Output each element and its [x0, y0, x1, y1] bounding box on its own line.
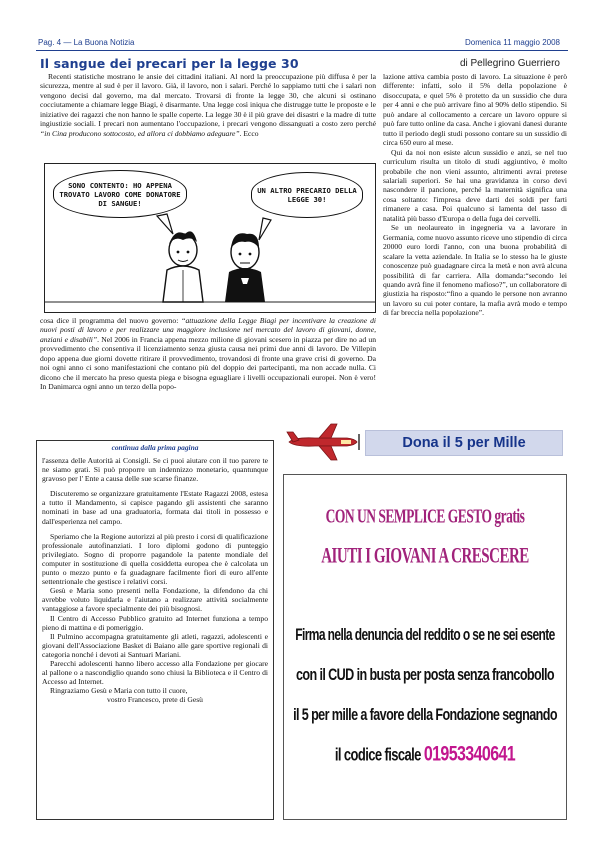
speech-bubble-right: UN ALTRO PRECARIO DELLA LEGGE 30! — [251, 172, 363, 218]
ad-instructions-line-4 — [288, 743, 562, 767]
box-paragraph: Ringraziamo Gesù e Maria con tutto il cuore, — [50, 686, 188, 696]
dona-5-per-mille-label: Dona il 5 per Mille — [365, 430, 563, 456]
ad-slogan-line-2: AIUTI I GIOVANI A CRESCERE — [321, 545, 529, 569]
box-paragraph: Il Centro di Accesso Pubblico gratuito ad Internet funziona a tempo pieno di mattina e di pomeriggio. — [42, 613, 268, 632]
header-rule — [36, 50, 568, 51]
article-right-column — [383, 72, 567, 318]
ad-instructions-line-3: il 5 per mille a favore della Fondazione segnando — [293, 705, 557, 724]
article-intro — [40, 72, 376, 138]
character-right — [225, 233, 265, 302]
box-paragraph: Discuteremo se organizzare gratuitamente l'Estate Ragazzi 2008, estesa a tutto il Mandamento, si capisce pagando gli assistenti che saranno nominati in base ad una graduatoria, formata dai titoli in possesso e dall'esperienza nel campo. — [42, 489, 268, 526]
middle-start: cosa dice il programma del nuovo governo: — [40, 316, 182, 325]
right-paragraph-3: Se un neolaureato in ingegneria va a lavorare in Germania, come nuovo assunto riceve uno stipendio di circa 20000 euro lordi l'anno, con una buona probabilità di scalare la vetta aziendale. In Italia se lo stesso ha le giuste conoscenze può guadagnare circa la metà e non avrà alcuna possibilità di far carriera. Alla domanda:“secondo lei quando avrà fine il fenomeno mafioso?”, un collaboratore di giustizia ha risposto:“fino a quando le persone non avranno un lavoro su cui poter contare, la mafia avrà modo e tempo di far breccia nella popolazione”. — [383, 223, 567, 318]
codice-fiscale-label: il codice fiscale — [334, 744, 424, 765]
ad-slogan-line-1: CON UN SEMPLICE GESTO gratis — [325, 505, 525, 527]
middle-text: . Nel 2006 in Francia appena mezzo milione di giovani scesero in piazza per dire no ad un provvedimento che consentiva il licenziamento senza giusta causa nei primi due anni di lavoro. De Villepin dopo appena due giorni dovette ritirare il provvedimento, trovandosi di fronte una grave crisi di governo. Da noi ogni anno ci sono manifestazioni che contano più del doppio dei partecipanti, ma non accade nulla. Ci dicono che il mercato ha preso questa piega e bisogna eguagliare i livelli occupazionali europei. Non è vero! In Danimarca ogni anno un terzo della popo- — [40, 334, 377, 392]
article-middle — [40, 316, 376, 392]
codice-fiscale-value: 01953340641 — [423, 743, 516, 766]
donation-ad — [283, 474, 567, 820]
box-paragraph: Parecchi adolescenti hanno libero accesso alla Fondazione per giocare al pallone o a nascondiglio quando sono chiusi la Biblioteca e il Centro di Accesso ad Internet. — [42, 658, 268, 687]
box-paragraph: l'assenza delle Autorità ai Consigli. Se ci puoi aiutare con il tuo parere te ne siamo grati. Si può proporre un indennizzo monetario, quantunque gravoso per l' Ente a causa delle sue scarse finanze. — [42, 456, 268, 484]
article-byline: di Pellegrino Guerriero — [459, 58, 560, 69]
middle-quote: “attuazione della Legge Biagi per incentivare la creazione di nuovi posti di lavoro e per realizzare una maggiore inclusione nel mercato del lavoro di giovani, donne, anziani e disabili” — [40, 316, 376, 344]
box-paragraph: Speriamo che la Regione autorizzi al più presto i corsi di qualificazione professionale autofinanziati. I loro diplomi godono di punteggio privilegiato. Sogno di proporre pagandole la patente mondiale del computer in sostituzione di quella cosiddetta europea che è calcolata un punto o mezzo punto e fa guadagnare facilmente fiori di euro all'ente settentrionale che gestisce i relativi corsi. — [42, 531, 268, 587]
running-header-left: Pag. 4 — La Buona Notizia — [38, 38, 135, 47]
right-paragraph-2: Qui da noi non esiste alcun sussidio e anzi, se nel tuo curriculum risulta un titolo di studi aggiuntivo, è molto probabile che non vieni assunto, altrimenti avrai pretese salariali superiori. Se hai una gravidanza in corso devi nascondere il pancione, perché la maternità significa una cosa soltanto: l'impresa deve darti dei soldi per farti rimanere a casa. Poi qualcuno si lamenta del tasso di natalità più basso d'Europa o della fuga dei cervelli. — [383, 147, 567, 223]
box-paragraph: Gesù e Maria sono presenti nella Fondazione, la difendono da chi avrebbe voluto liquidarla e l'aiutano a realizzare attività socialmente vantaggiose a favore specialmente dei più bisognosi. — [42, 586, 268, 614]
comic-strip — [44, 163, 376, 313]
box-paragraph: Il Pulmino accompagna gratuitamente gli atleti, ragazzi, adolescenti e giovani dell'Associazione Basket di Baiano alle gare sportive regionali di categoria nonché i devoti ai Santuari Mariani. — [42, 631, 268, 659]
intro-quote: “in Cina producono sottocosto, ed allora ci dobbiamo adeguare” — [40, 128, 240, 138]
box-signature: vostro Francesco, prete di Gesù — [107, 695, 203, 705]
airplane-icon — [285, 420, 365, 464]
character-left — [163, 231, 203, 302]
ad-instructions-line-2: con il CUD in busta per posta senza francobollo — [296, 665, 554, 684]
donation-banner — [285, 418, 567, 466]
ad-instructions-line-1: Firma nella denuncia del reddito o se ne sei esente — [295, 625, 555, 644]
article-title: Il sangue dei precari per la legge 30 — [40, 56, 299, 71]
intro-end: . Ecco — [239, 128, 259, 138]
continua-label: continua dalla prima pagina — [111, 443, 199, 452]
intro-text: Recenti statistiche mostrano le ansie dei cittadini italiani. Al nord la preoccupazione più diffusa è per la sicurezza, mentre al sud è per il lavoro. Già, il lavoro, non i salari. Perché lo sappiamo tutti che i salari non vengono decisi dal governo, ma dal mercato. Trovarsi di fronte la legge 30, che alcuni si ostinano cocciutamente a chiamare legge Biagi, è disarmante. Una legge così iniqua che distrugge tutte le proposte e le iniziative dei ragazzi che non hanno le spalle coperte. La legge 30 è il più grave dei disastri e la madre di tutte ingiustizie sociali. I precari non aumentano l'occupazione, i precari vengono dissanguati a costo zero perché — [40, 72, 376, 129]
running-header-date: Domenica 11 maggio 2008 — [464, 38, 560, 47]
speech-bubble-left: SONO CONTENTO: HO APPENA TROVATO LAVORO COME DONATORE DI SANGUE! — [53, 170, 187, 218]
right-paragraph-1: lazione attiva cambia posto di lavoro. La situazione è però differente: infatti, solo il 5% della popolazione è disoccupata, e quel 5% è protetto da un sussidio che dura per 4 anni e che può arrivare fino al 90% dello stipendio. Si può andare al collocamento a cercare un lavoro oppure si può fare tutto online da casa. Anche i giovani danesi durante tutto il periodo degli studi possono contare su un sussidio di circa 650 euro al mese. — [383, 72, 567, 148]
continuation-text — [42, 456, 268, 704]
